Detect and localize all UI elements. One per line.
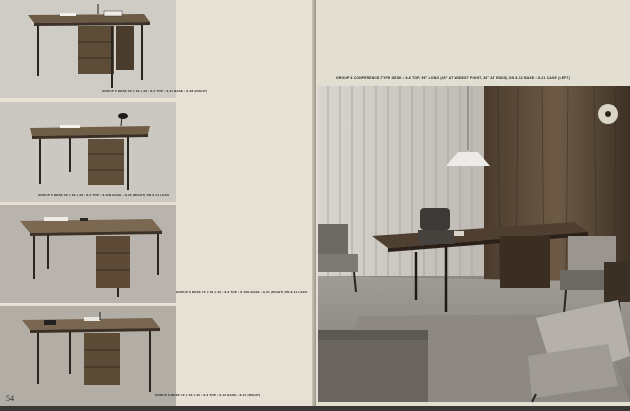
- left-page: [0, 0, 316, 406]
- desk-photo-3: [0, 205, 176, 303]
- caption-4: GROUP 6 DESK 72 x 30 x 29 • 8-3 TOP • 8-12 BASE • 8-21 (RIGHT): [155, 393, 261, 397]
- page-number: 54: [6, 394, 14, 403]
- desk-photo-1: [0, 0, 208, 98]
- caption-3: GROUP 6 DESK 72 x 30 x 29 • 8-2 TOP • 8-10N BASE • 8-21 (RIGHT) ON 8-14 LEGS: [176, 290, 308, 294]
- caption-2: GROUP 6 DESK 60 x 30 x 29 • 8-5 TOP • 8-11N BASE • 8-22 (RIGHT) ON 8-14 LEGS: [38, 193, 170, 197]
- desk-photo-2: [0, 102, 176, 202]
- caption-1: GROUP 6 DESK 60 x 30 x 29 • 8-5 TOP • 8-11 BASE • 8-28 (RIGHT): [102, 89, 208, 93]
- office-photo: [318, 86, 630, 402]
- office-caption: GROUP 6 CONFERENCE-TYPE DESK • 8-6 TOP, 96" LONG (45" AT WIDEST POINT, 36" AT ENDS) ON 8-12 BASE • 8-21 CASE (LEFT): [336, 76, 571, 80]
- right-page: [316, 0, 630, 406]
- desk-photo-4: [0, 306, 176, 406]
